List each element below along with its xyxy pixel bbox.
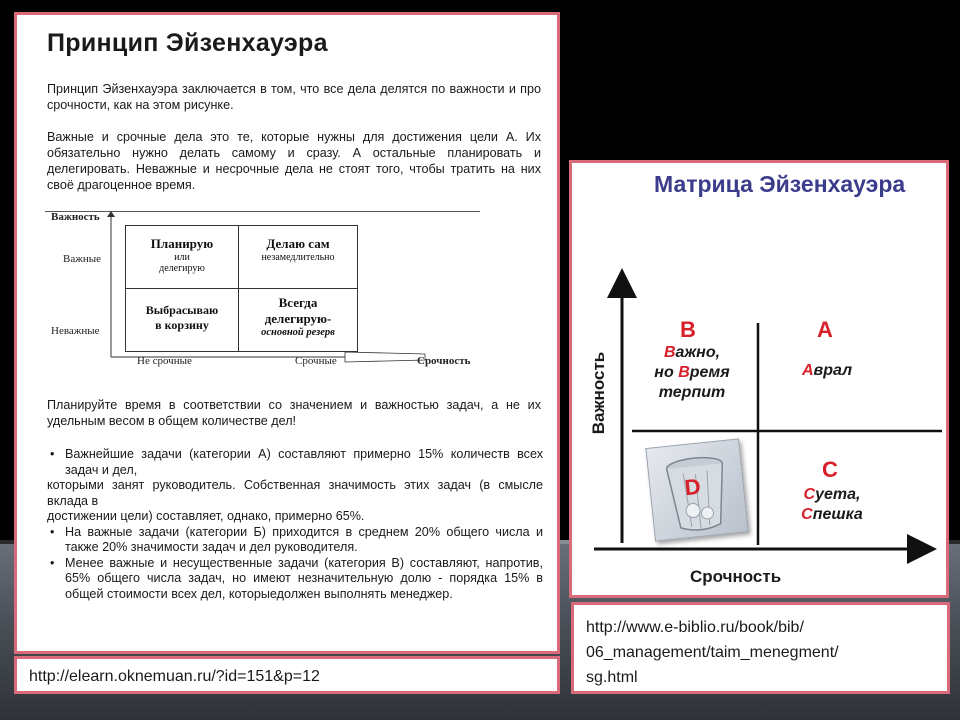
- matrix-x-axis-label: Срочность: [417, 355, 471, 367]
- bullet-list: [47, 447, 543, 602]
- paragraph-intro: Принцип Эйзенхауэра заключается в том, что все дела делятся по важности и про срочности, как на этом рисунке.: [47, 82, 541, 112]
- source-link-left-box: [14, 656, 560, 694]
- quadrant-delegate-line1: Всегда: [278, 295, 318, 310]
- bullet-dot: •: [50, 524, 55, 539]
- matrix-x-axis-label: Срочность: [690, 567, 782, 586]
- bullet-dot: •: [50, 447, 55, 461]
- quadrant-a-rest: врал: [813, 362, 853, 379]
- paragraph-advice: Планируйте время в соответствии со значением и важностью задач, а не их удельным весом в общем количестве дел!: [47, 398, 541, 428]
- document-panel: [14, 12, 560, 654]
- quadrant-c-hl2: С: [801, 506, 813, 523]
- quadrant-delegate: [238, 288, 358, 352]
- matrix-axes-drawing: [572, 163, 946, 595]
- source-link-left[interactable]: http://elearn.oknemuan.ru/?id=151&p=12: [29, 668, 320, 685]
- source-link-right-line2: 06_management/taim_menegment/: [586, 644, 839, 661]
- quadrant-b-hl1: В: [663, 344, 676, 361]
- bullet-text: достижении цели) составляет, однако, примерно 65%.: [47, 509, 365, 523]
- matrix-row-unimportant: Неважные: [51, 325, 100, 337]
- matrix-col-not-urgent: Не срочные: [137, 355, 192, 367]
- quadrant-do: [238, 225, 358, 289]
- quadrant-b-rest1: ажно,: [675, 344, 721, 361]
- quadrant-c-text: [794, 485, 870, 525]
- bullet-text: На важные задачи (категории Б) приходится в среднем 20% общего числа и также 20% значимости задач и дел руководителя.: [65, 524, 543, 554]
- quadrant-delegate-reserve: основной резерв: [261, 327, 335, 338]
- quadrant-b-rest2: ремя: [689, 364, 730, 381]
- quadrant-do-title: Делаю сам: [266, 236, 330, 251]
- quadrant-plan-title: Планирую: [150, 236, 214, 251]
- bullet-continuation: [47, 509, 543, 525]
- source-link-right[interactable]: [586, 615, 839, 690]
- quadrant-b-hl2: В: [678, 364, 690, 381]
- quadrant-b-line3: терпит: [658, 384, 726, 401]
- matrix-y-axis-label: Важность: [589, 351, 609, 435]
- bullet-item-b: [47, 525, 543, 556]
- quadrant-plan-delegate: делегирую: [159, 263, 205, 274]
- quadrant-delegate-line2: делегирую-: [264, 311, 332, 326]
- bullet-dot: •: [50, 555, 55, 570]
- matrix-title: Матрица Эйзенхауэра: [654, 171, 906, 197]
- bullet-text: которыми занят руководитель. Собственная значимость этих задач (в смысле вклада в: [47, 478, 543, 508]
- quadrant-a-hl: А: [801, 362, 814, 379]
- quadrant-b-letter: B: [680, 317, 696, 342]
- quadrant-c-rest2: пешка: [812, 506, 863, 523]
- quadrant-b-text: [632, 343, 752, 403]
- quadrant-c-rest1: уета,: [815, 486, 861, 503]
- quadrant-a-letter: A: [817, 317, 833, 342]
- bullet-item-a: [47, 447, 543, 478]
- quadrant-a-text: [790, 361, 864, 381]
- bullet-text: Менее важные и несущественные задачи (категория В) составляют, напротив, 65% общего числа задач, но имеют незначительную долю - порядка 15% в общей стоимости всех дел, которыедолжен выполнять менеджер.: [65, 555, 543, 601]
- matrix-row-important: Важные: [63, 253, 101, 265]
- bullet-continuation: [47, 478, 543, 509]
- source-link-right-box: [571, 602, 950, 694]
- quadrant-d-letter: D: [683, 473, 702, 501]
- quadrant-do-subtitle: незамедлительно: [261, 252, 335, 263]
- bullet-text: Важнейшие задачи (категории А) составляют примерно 15% количеств всех задач и дел,: [65, 447, 543, 477]
- quadrant-c-letter: C: [822, 457, 838, 482]
- paragraph-explanation: Важные и срочные дела это те, которые нужны для достижения цели А. Их обязательно нужно делать самому и сразу. А остальные планировать и делегировать. Неважные и несрочные дела не стоят того, чтобы тратить на них своё драгоценное время.: [47, 130, 541, 192]
- eisenhower-matrix-panel: [569, 160, 949, 598]
- quadrant-b-pre2: но: [654, 364, 679, 381]
- matrix-col-urgent: Срочные: [295, 355, 337, 367]
- page-title: Принцип Эйзенхауэра: [47, 29, 328, 57]
- quadrant-plan: [125, 225, 239, 289]
- principle-matrix: [45, 209, 525, 369]
- source-link-right-line3: sg.html: [586, 669, 638, 686]
- quadrant-discard: [125, 288, 239, 352]
- bullet-item-c: [47, 556, 543, 603]
- source-link-right-line1: http://www.e-biblio.ru/book/bib/: [586, 619, 804, 636]
- trash-bin-image: [645, 438, 748, 541]
- quadrant-discard-line2: в корзину: [155, 318, 209, 332]
- quadrant-c-hl1: С: [803, 486, 816, 503]
- matrix-y-axis-label: Важность: [51, 211, 100, 223]
- quadrant-plan-or: или: [174, 252, 190, 263]
- quadrant-discard-line1: Выбрасываю: [145, 303, 219, 317]
